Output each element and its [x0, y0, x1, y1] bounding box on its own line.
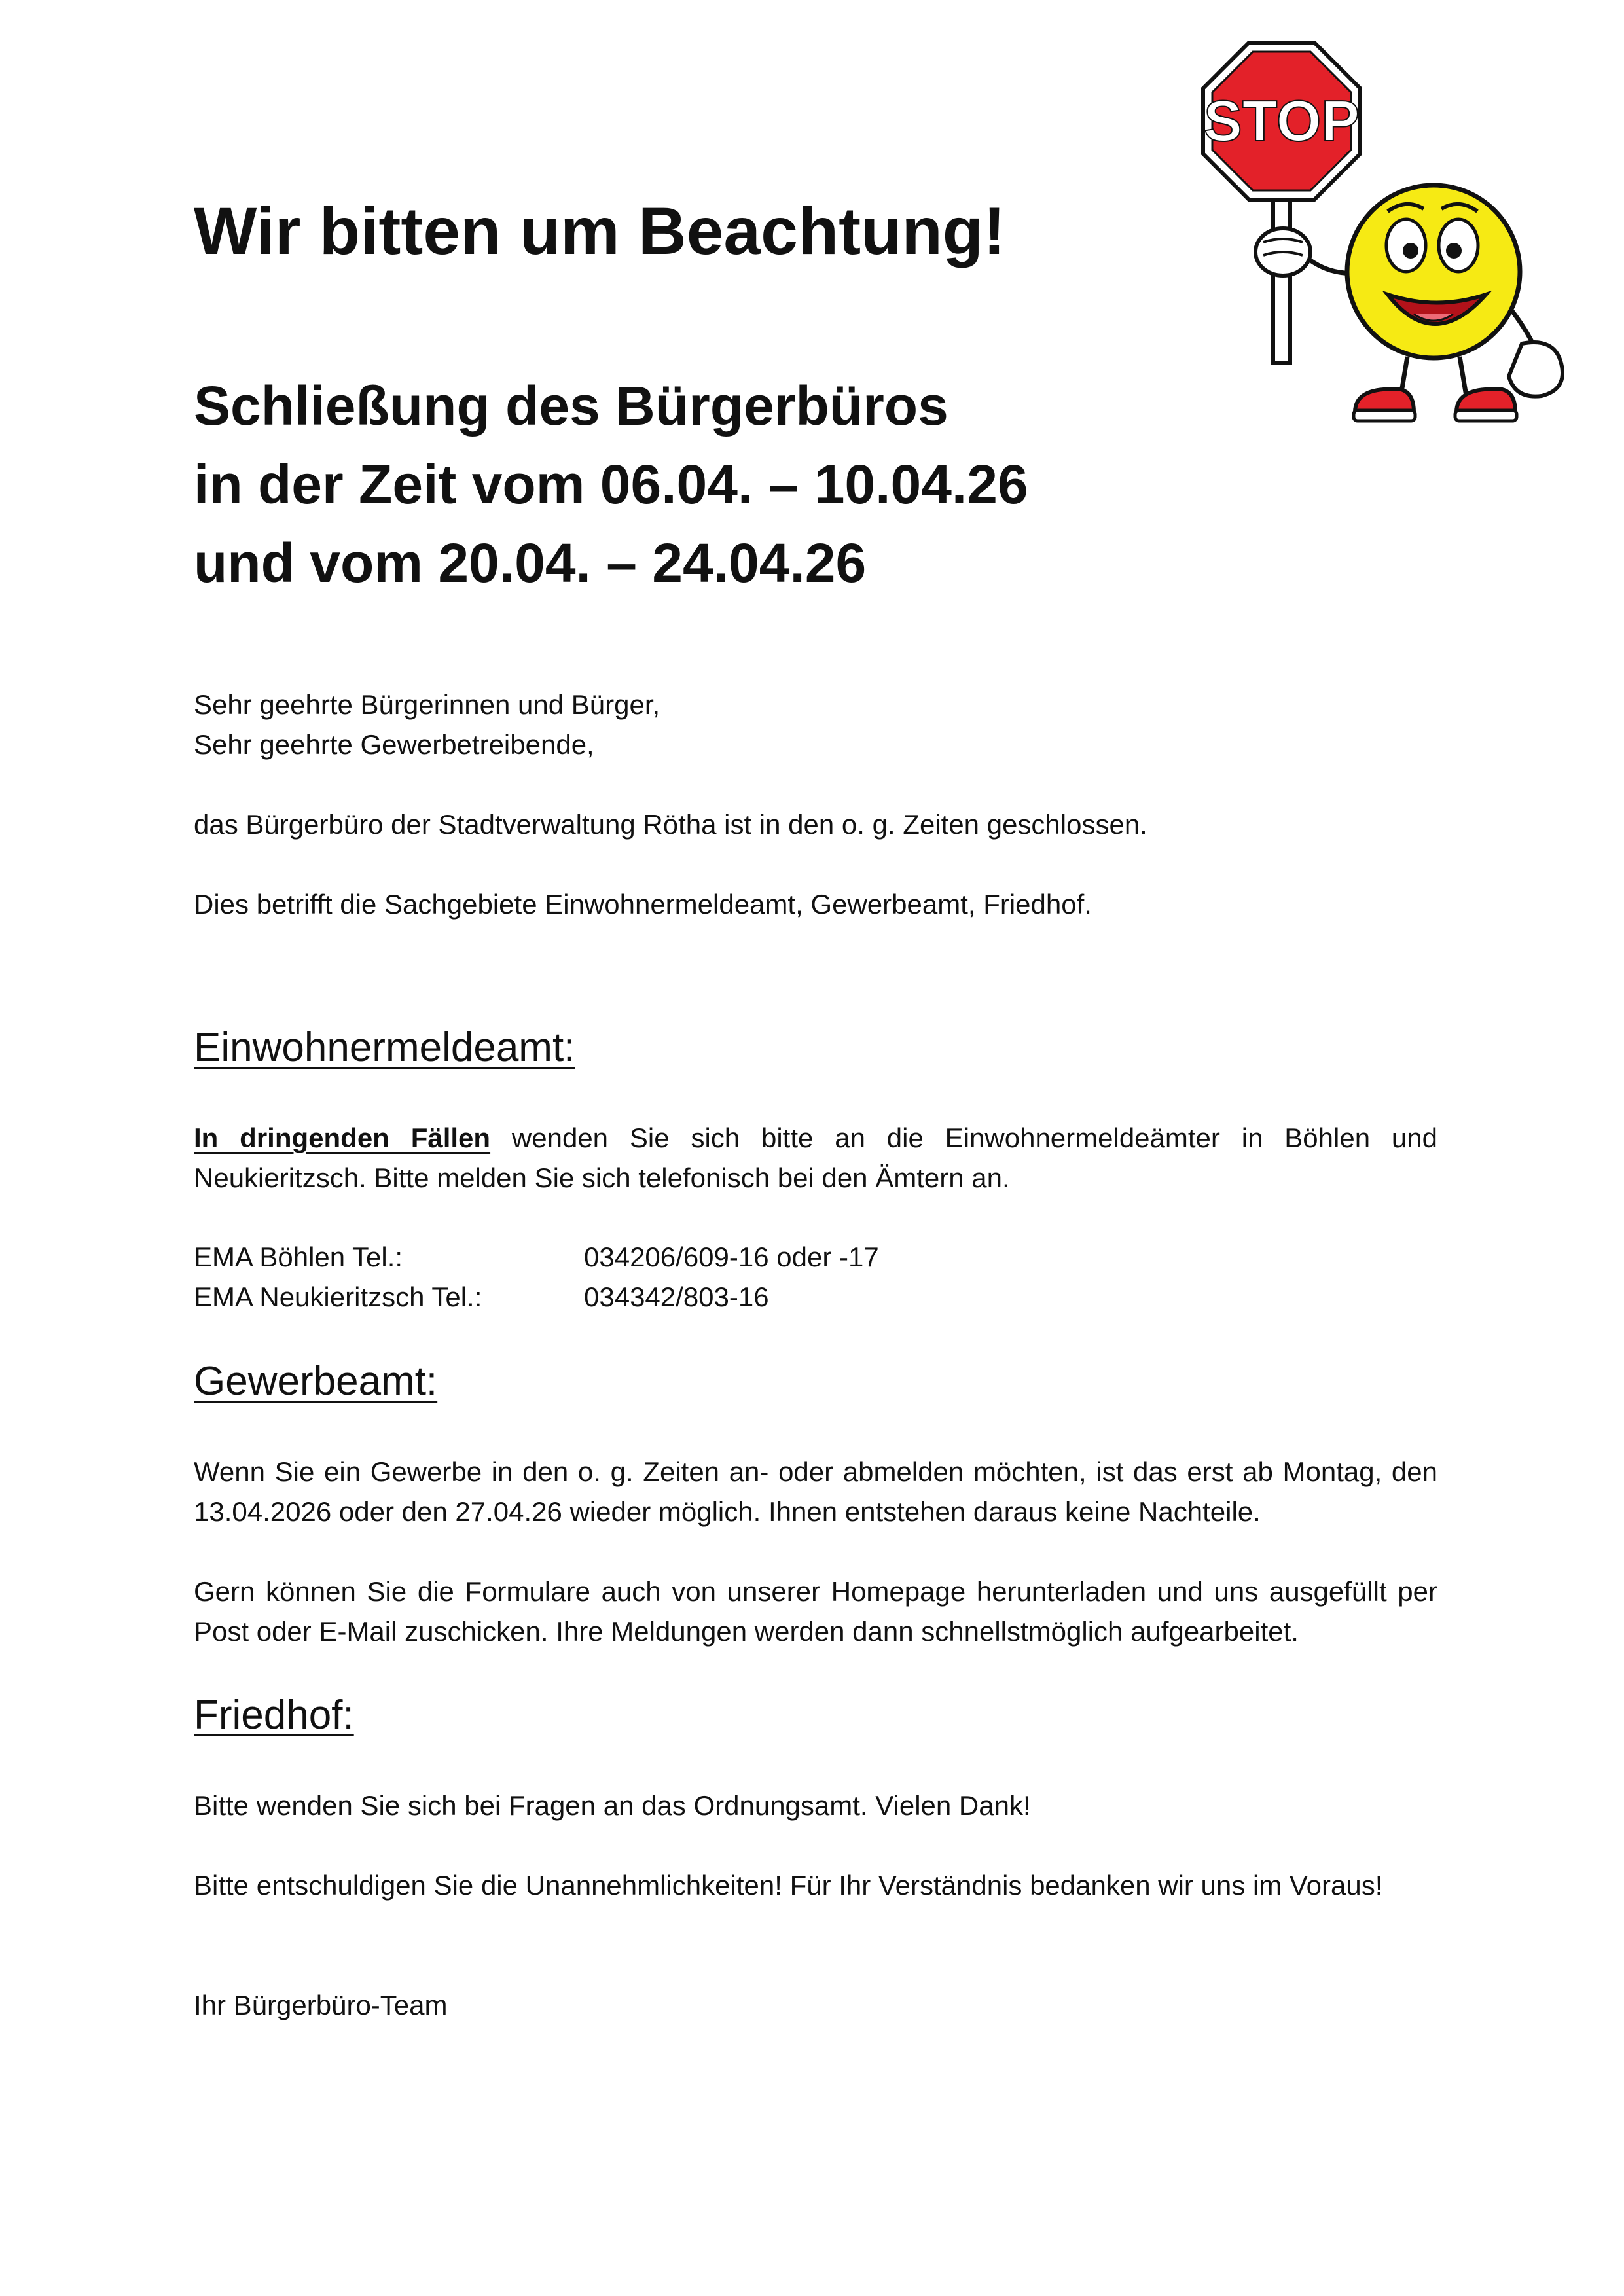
scope-text: Dies betrifft die Sachgebiete Einwohnermeldeamt, Gewerbeamt, Friedhof. — [194, 889, 1092, 920]
einwohnermeldeamt-text — [194, 1118, 1437, 1198]
apology-text: Bitte entschuldigen Sie die Unannehmlichkeiten! Für Ihr Verständnis bedanken wir uns im Voraus! — [194, 1870, 1383, 1901]
contact-phone: 034342/803-16 — [584, 1282, 769, 1312]
greeting — [194, 685, 1437, 764]
urgent-label: In dringenden Fällen — [194, 1122, 491, 1153]
greeting-line-1: Sehr geehrte Bürgerinnen und Bürger, — [194, 689, 660, 720]
heading-gewerbeamt: Gewerbeamt: — [194, 1359, 438, 1404]
subtitle-line-2: in der Zeit vom 06.04. – 10.04.26 — [194, 454, 1028, 515]
contact-row — [194, 1277, 769, 1317]
page-title: Wir bitten um Beachtung! — [194, 194, 1006, 268]
intro-text: das Bürgerbüro der Stadtverwaltung Rötha ist in den o. g. Zeiten geschlossen. — [194, 809, 1147, 840]
contact-label: EMA Böhlen Tel.: — [194, 1242, 403, 1272]
heading-einwohnermeldeamt: Einwohnermeldeamt: — [194, 1025, 575, 1070]
heading-friedhof: Friedhof: — [194, 1693, 354, 1738]
stop-sign-mascot-icon — [1198, 36, 1578, 442]
smiley-face — [1347, 185, 1520, 358]
signature: Ihr Bürgerbüro-Team — [194, 1990, 448, 2020]
friedhof-text: Bitte wenden Sie sich bei Fragen an das Ordnungsamt. Vielen Dank! — [194, 1790, 1031, 1821]
greeting-line-2: Sehr geehrte Gewerbetreibende, — [194, 729, 594, 760]
hand-right — [1509, 342, 1562, 397]
subtitle-line-1: Schließung des Bürgerbüros — [194, 375, 948, 437]
einwohnermeldeamt-body: wenden Sie sich bitte an die Einwohnermeldeämter in Böhlen und Neukieritzsch. Bitte melden Sie sich telefonisch bei den Ämtern an. — [194, 1122, 1437, 1193]
contact-label: EMA Neukieritzsch Tel.: — [194, 1282, 482, 1312]
closure-subtitle — [194, 367, 1028, 602]
stop-sign-text: STOP — [1203, 88, 1360, 153]
contact-row — [194, 1237, 879, 1277]
contact-phone: 034206/609-16 oder -17 — [584, 1242, 879, 1272]
gewerbeamt-paragraph-2: Gern können Sie die Formulare auch von unserer Homepage herunterladen und uns ausgefüllt per Post oder E-Mail zuschicken. Ihre Meldungen werden dann schnellstmöglich aufgearbeitet. — [194, 1576, 1437, 1647]
gewerbeamt-paragraph-1: Wenn Sie ein Gewerbe in den o. g. Zeiten an- oder abmelden möchten, ist das erst ab Montag, den 13.04.2026 oder den 27.04.26 wieder möglich. Ihnen entstehen daraus keine Nachteile. — [194, 1456, 1437, 1527]
subtitle-line-3: und vom 20.04. – 24.04.26 — [194, 532, 867, 594]
